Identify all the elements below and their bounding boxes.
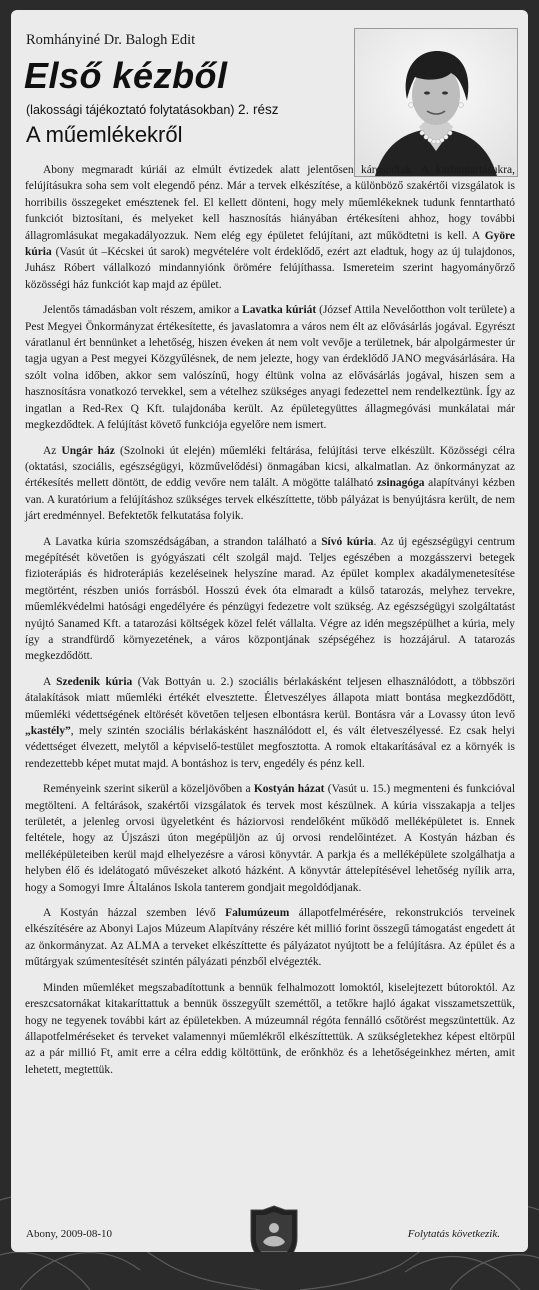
abony-coat-of-arms-icon (245, 1204, 303, 1252)
bold-term: Lavatka kúriát (242, 304, 317, 317)
paragraph-text: . Az új egészségügyi centrum megépítését követően is gyógyászati célt szolgál majd. Teljes egészében a mozgásszervi betegek fizioterápiás és hidroterápiás kezeléseinek helyszíne marad. Az épület komplex akadálymenetesítése megtörtént, részben uniós forrásból. Hosszú évek óta elmaradt a külső tatarozás, melyhez tervekre, műemlékvédelmi hatósági engedélyére és pénzügyi fedezetre volt szükség. Az egészségügyi szolgáltatást nyújtó Sanamed Kft. a tatarozási költségek közel felét vállalta. Végre az idén megszépülhet a kúria, mely így a strandfürdő környezetének, a város központjának szépségéhez is hozzájárul. A tatarozás megkezdődött. (25, 535, 516, 663)
article-title: Első kézből (24, 55, 228, 96)
paragraph-text: állapotfelmérésére, rekonstrukciós terveinek elkészítésére az Abonyi Lajos Múzeum Alapítvány részére két millió forint összegű támogatást engedett át az önkormányzat. Az ALMA a terveket elkészíttette és pályázatot nyújtott be a felújításra. Az épület és a műtárgyak szúmentesítését szintén pályázati pénzből elvégezték. (25, 907, 515, 969)
paragraph-text: (Szolnoki út elején) műemléki feltárása, felújítási terve elkészült. Közösségi célra (oktatási, szociális, egészségügyi, közművelődési) önmagában kicsi, alkalmatlan. Az önkormányzat az értékesítés mellett döntött, de eddig vevőre nem talált. A mögötte található (25, 444, 515, 490)
paragraph-text: Minden műemléket megszabadítottunk a bennük felhalmozott lomoktól, kiselejtezett bútoroktól. Az ereszcsatornákat kitakaríttattuk a bennük összegyűlt szeméttől, a tetőkre hajló ágakat visszametszettük, hogy ne tegyenek további kárt az épületekben. A múzeumnál régóta fennálló csőtörést megszüntettük. Az állapotfelméréseket és terveket valamennyi műemlékről elkészíttettük. A szükségletekhez képest eltörpül az a pár millió Ft, amit erre a célra eddig költöttünk, de erőnkhöz és a lehetőségeinkhez mérten, amit lehetett, megtettük. (25, 981, 515, 1076)
paragraph-text: alapítványi kézben van. A kuratórium a felújításhoz szükséges tervek elkészíttette, több pályázat is benyújtásra került, de nem járt eredménnyel. Befektetők felkutatása folyik. (25, 477, 515, 523)
subtitle-part: 2. rész (237, 102, 279, 117)
article-paragraph (25, 302, 515, 433)
article-paragraph (25, 980, 515, 1078)
paragraph-text: (Vak Bottyán u. 2.) szociális bérlakásként teljesen elhasználódott, a többszöri átalakítások miatt műemléki értékét elvesztette. Életveszélyes állapota miatt bontása megkezdődött, műemléki védettségének eltörését követően teljesen elbontásra kerül. Bontásra vár a Lovassy úton levő (25, 675, 516, 721)
author-portrait (354, 28, 518, 177)
article-panel (11, 10, 528, 1252)
author-name: Romhányiné Dr. Balogh Edit (26, 32, 196, 48)
paragraph-text: Reményeink szerint sikerül a közeljövőben a (43, 783, 254, 796)
bold-term: Györe kúria (25, 229, 515, 259)
paragraph-text: A (43, 675, 57, 688)
footer-continuation: Folytatás következik. (407, 1228, 500, 1240)
article-subtitle (26, 102, 278, 117)
subtitle-prefix: (lakossági tájékoztató folytatásokban) (26, 103, 235, 117)
article-paragraph (25, 443, 515, 525)
paragraph-text: A Lavatka kúria szomszédságában, a strandon található a (43, 535, 322, 548)
paragraph-text: Jelentős támadásban volt részem, amikor a (43, 304, 243, 317)
bold-term: Kostyán házat (253, 783, 325, 796)
article-header (11, 10, 528, 185)
article-body (25, 162, 515, 1087)
paragraph-text: Az (43, 444, 62, 457)
article-paragraph (25, 162, 515, 293)
bold-term: Falumúzeum (225, 907, 290, 920)
footer-date: Abony, 2009-08-10 (26, 1228, 113, 1240)
paragraph-text: (József Attila Nevelőotthon volt területe) a Pest Megyei Önkormányzat értékesítette, és javaslatomra a város nem élt az elővásárlás jogával. Egyrészt váratlanul ért bennünket a lehetőség, hiszen éveken át nem volt vevője a területnek, bár alpolgármester úr tagja ugyan a Pest megyei Közgyűlésnek, de nem jelezte, hogy van érdeklődő JANO megvásárlására. Ha szólt volna időben, akkor sem valószínű, hogy éltünk volna az elővásárlás jogával, hiszen sem a hasznosításra vonatkozó tervekkel, sem a vételhez szükséges anyagi fedezettel nem rendelkeztünk. Így az ingatlan a Red-Rex Q Kft. tulajdonába került. Az épületegyüttes állagmegóvási munkálatai már megkezdődtek. A felújítást követő funkciója egyelőre nem ismert. (25, 304, 515, 432)
portrait-image (355, 29, 517, 176)
bold-term: „kastély” (25, 725, 71, 737)
paragraph-text: , mely szintén szociális bérlakásként használódott el, és vált életveszélyessé. Ez csak helyi védettséget élvezett, melytől a képviselő-testület megfosztotta. A romok eltakarításával ez a környék is rendezettebb képet mutat majd. A bontáshoz is terv, engedély és pénz kell. (25, 725, 515, 770)
paragraph-text: (Vasút út –Kécskei út sarok) megvételére volt érdeklődő, ezért azt eladtuk, hogy az új tulajdonos, Juhász Róbert vállalkozó mindannyiónk örömére felújíthassa. Ismereteim szerint hagyományőrző közösségi ház funkciót kap majd az épület. (25, 246, 515, 291)
article-paragraph (25, 534, 515, 665)
bold-term: zsinagóga (376, 477, 425, 490)
section-title: A műemlékekről (26, 122, 183, 147)
article-paragraph (25, 905, 515, 971)
paragraph-text: A Kostyán házzal szemben lévő (43, 907, 226, 920)
article-paragraph (25, 781, 515, 896)
bold-term: Szedenik kúria (56, 675, 133, 688)
bold-term: Ungár ház (61, 444, 115, 457)
paragraph-text: Abony megmaradt kúriái az elmúlt évtizedek alatt jelentősen károsodtak. A karbantartásukra, felújításukra soha sem volt elegendő pénz. Már a tervek elkészítése, a különböző szakértői vizsgálatok is horribilis összegeket emésztenek fel. El kellett dönteni, hogy mely műemlékeknek tudunk fenntartható funkciót biztosítani, és melyeket kell hasznosítás hiányában értékesíteni ahhoz, hogy további állagromlásukat megakadályozzuk. Nem elég egy épületet felújítani, azt működtetni is kell. A (25, 164, 515, 242)
bold-term: Sívó kúria (321, 535, 374, 548)
paragraph-text: (Vasút u. 15.) megmenteni és funkcióval megtölteni. A feltárások, szakértői vizsgálatok és tervek most készülnek. A kúria visszakapja a teljes területét, a jelenleg orvosi ügyeletként és háziorvosi rendelőként működő melléképületet is. Ennek feltétele, hogy az Újszászi úton megépüljön az új orvosi rendelőintézet. A Kostyán házban és melléképületeiben kerül majd elhelyezésre a városi könyvtár. A parkja és a melléképülete szolgálhatja a helyben élő és idelátogató művészeket alkotó házként. A könyvtár áttelepítésével lehetőség nyílik arra, hogy a Somogyi Imre Általános Iskola tanterem gondjait megoldódjanak. (25, 783, 516, 894)
article-paragraph (25, 674, 515, 772)
